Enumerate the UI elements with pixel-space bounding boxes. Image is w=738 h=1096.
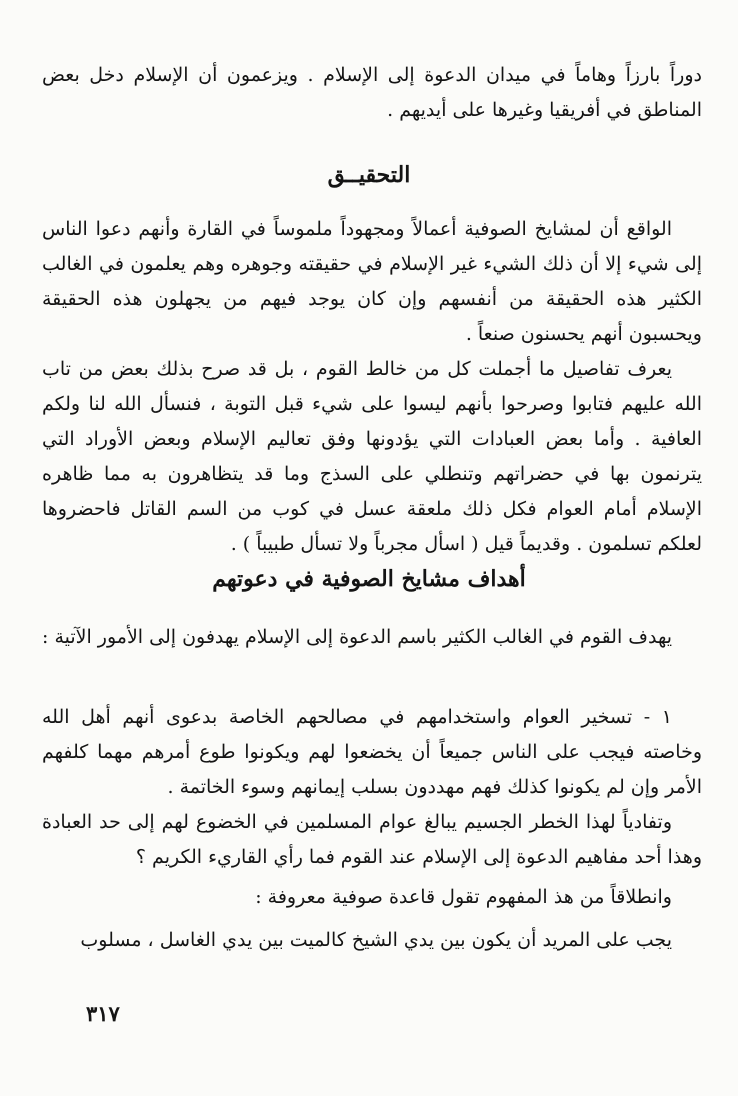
paragraph-intro-continuation: دوراً بارزاً وهاماً في ميدان الدعوة إلى الإسلام . ويزعمون أن الإسلام دخل بعض المناطق في أفريقيا وغيرها على أيديهم . [42, 64, 702, 121]
paragraph-murid-rule: يجب على المريد أن يكون بين يدي الشيخ كالميت بين يدي الغاسل ، مسلوب [80, 929, 672, 951]
paragraph-goal-one: ١ - تسخير العوام واستخدامهم في مصالحهم الخاصة بدعوى أنهم أهل الله وخاصته فيجب على الناس جميعاً أن يخضعوا لهم ويكونوا طوع أمرهم مهما كلفهم الأمر وإن لم يكونوا كذلك فهم مهددون بسلب إيمانهم وسوء الخاتمة . [42, 706, 702, 798]
heading-verification: التحقيــق [327, 162, 411, 188]
paragraph-goals-intro: يهدف القوم في الغالب الكثير باسم الدعوة إلى الإسلام يهدفون إلى الأمور الآتية : [42, 626, 672, 648]
page-number: ٣١٧ [86, 1001, 120, 1026]
heading-goals: أهداف مشايخ الصوفية في دعوتهم [212, 566, 526, 592]
paragraph-rule-intro: وانطلاقاً من هذ المفهوم تقول قاعدة صوفية معروفة : [255, 886, 672, 908]
paragraph-danger: وتفادياً لهذا الخطر الجسيم يبالغ عوام المسلمين في الخضوع لهم إلى حد العبادة وهذا أحد مفاهيم الدعوة إلى الإسلام عند القوم فما رأي القاريء الكريم ؟ [42, 811, 702, 868]
paragraph-reality: الواقع أن لمشايخ الصوفية أعمالاً ومجهوداً ملموساً في القارة وأنهم دعوا الناس إلى شيء إلا أن ذلك الشيء غير الإسلام في حقيقته وجوهره وهم يعلمون في الغالب الكثير هذه الحقيقة من أنفسهم وإن كان يوجد فيهم من يجهلون هذه الحقيقة ويحسبون أنهم يحسنون صنعاً . [42, 218, 702, 345]
paragraph-details: يعرف تفاصيل ما أجملت كل من خالط القوم ، بل قد صرح بذلك بعض من تاب الله عليهم فتابوا وصرحوا بأنهم ليسوا على شيء قبل التوبة ، فنسأل الله لنا ولكم العافية . وأما بعض العبادات التي يؤدونها وفق تعاليم الإسلام وبعض الأوراد التي يترنمون بها في حضراتهم وتنطلي على السذج وما قد يتظاهرون به مما ظاهره الإسلام أمام العوام فكل ذلك ملعقة عسل في كوب من السم القاتل فاحضروها لعلكم تسلمون . وقديماً قيل ( اسأل مجرباً ولا تسأل طبيباً ) . [42, 358, 702, 555]
